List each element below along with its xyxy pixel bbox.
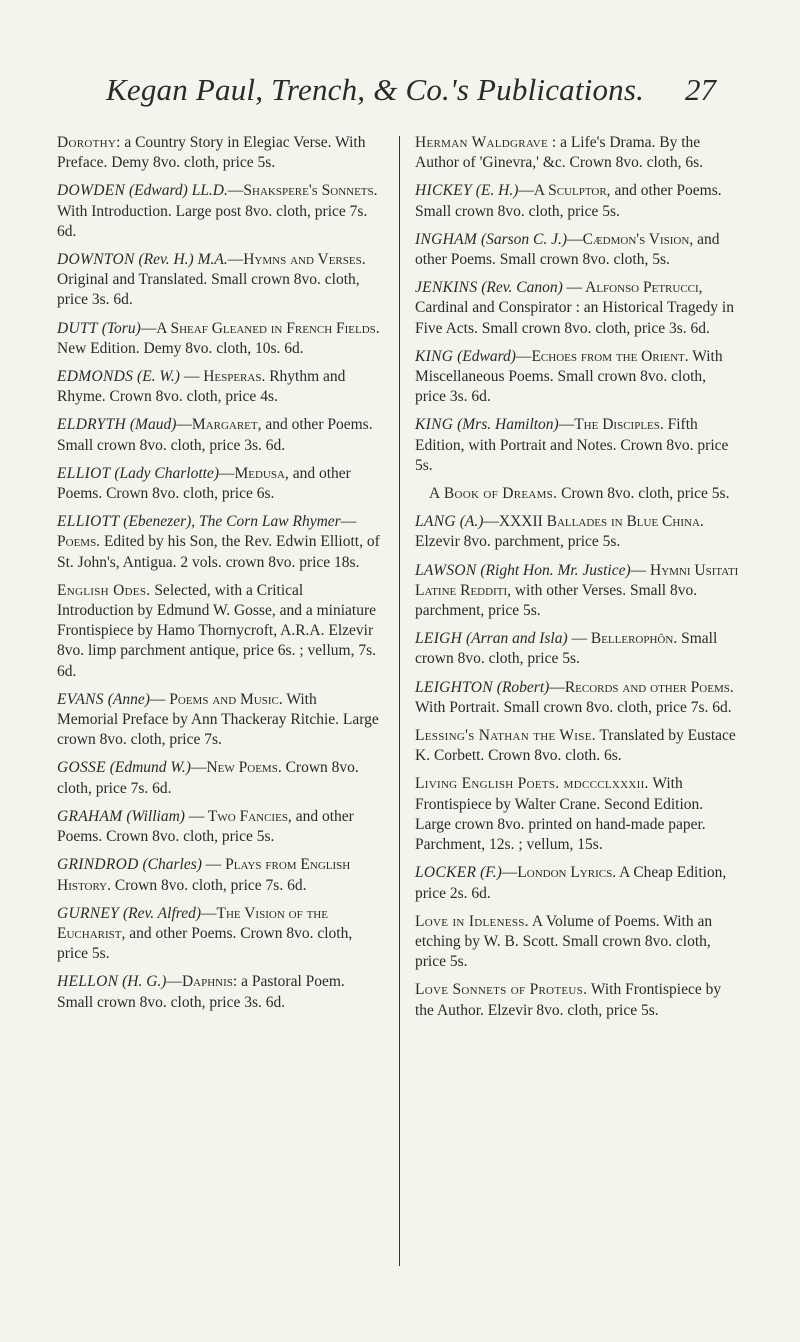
entry-description: : a Life's Drama. By the Author of 'Ginevra,' &c. Crown 8vo. cloth, 6s. (415, 134, 703, 172)
entry-author: GRINDROD (57, 856, 139, 874)
entry-author-detail: (Edmund W.) (109, 759, 191, 777)
entry-author: LEIGHTON (415, 678, 493, 696)
entry-author: LEIGH (415, 630, 463, 648)
page-header (106, 72, 716, 120)
catalogue-entry (57, 367, 381, 407)
catalogue-entry (415, 678, 739, 718)
catalogue-entry (57, 807, 381, 847)
page-number: 27 (685, 72, 716, 107)
entry-description: and other Poems. Small crown 8vo. cloth, price 5s. (415, 182, 722, 220)
entry-description: With Frontispiece by Walter Crane. Second Edition. Large crown 8vo. printed on hand-made paper. Parchment, 12s. ; vellum, 15s. (415, 775, 706, 854)
entry-author: HELLON (57, 973, 119, 991)
entry-title: —Margaret, (176, 416, 262, 434)
entry-title: —A Sculptor, (518, 182, 611, 200)
catalogue-entry (415, 347, 739, 408)
catalogue-entry (57, 250, 381, 311)
entry-title: — Hesperas. (179, 368, 266, 386)
catalogue-entry (415, 278, 739, 339)
entry-author: GOSSE (57, 759, 106, 777)
entry-author-detail: (Right Hon. Mr. Justice) (480, 561, 631, 579)
entry-description: With Memorial Preface by Ann Thackeray Ritchie. Large crown 8vo. cloth, price 7s. (57, 690, 379, 749)
column-divider (399, 136, 400, 1266)
entry-author-detail: (E. W.) (137, 368, 180, 386)
entry-author-detail: (Ebenezer), The Corn Law Rhymer (123, 513, 341, 531)
entry-description: Rhythm and Rhyme. Crown 8vo. cloth, price 4s. (57, 368, 346, 406)
entry-author: ELLIOT (57, 464, 111, 482)
entry-author-detail: (Edward) (457, 347, 516, 365)
catalogue-entry (415, 912, 739, 973)
entry-title: —Poems. (57, 513, 357, 551)
entry-title: —Daphnis: (166, 973, 238, 991)
entry-description: With Frontispiece by the Author. Elzevir 8vo. cloth, price 5s. (415, 981, 722, 1019)
entry-author-detail: (Robert) (496, 678, 550, 696)
entry-author-detail: (Charles) (142, 856, 202, 874)
entry-author: ELDRYTH (57, 416, 127, 434)
entry-author-detail: (Rev. H.) M.A. (138, 251, 228, 269)
entry-title: : a Country Story in Elegiac Verse. With Preface. Demy 8vo. cloth, price 5s. (57, 134, 366, 172)
entry-title: —The Disciples. (558, 416, 664, 434)
catalogue-entry (415, 980, 739, 1020)
catalogue-entry (57, 415, 381, 455)
entry-title: — Alfonso Petrucci, (562, 279, 703, 297)
entry-description: and other Poems. Crown 8vo. cloth, price 6s. (57, 464, 351, 503)
catalogue-entry (415, 181, 739, 221)
catalogue-entry (415, 726, 739, 766)
entry-author: A Book of Dreams. (429, 485, 558, 503)
catalogue-entry (415, 629, 739, 669)
catalogue-entry (57, 972, 381, 1012)
entry-author-detail: (H. G.) (122, 973, 167, 991)
entry-title: —Cædmon's Vision, (567, 230, 694, 248)
entry-author-detail: (E. H.) (475, 182, 519, 200)
entry-author-detail: (Lady Charlotte) (114, 464, 219, 482)
entry-description: Crown 8vo. cloth, price 5s. (557, 485, 730, 503)
entry-description: a Pastoral Poem. Small crown 8vo. cloth, price 3s. 6d. (57, 973, 345, 1011)
entry-author-detail: (William) (126, 807, 185, 825)
entry-author: EDMONDS (57, 368, 134, 386)
catalogue-entry (415, 561, 739, 622)
catalogue-entry (57, 758, 381, 798)
catalogue-entry (415, 415, 739, 476)
entry-author-detail: (A.) (459, 513, 484, 531)
entry-title: —New Poems. (190, 759, 282, 777)
catalogue-entry (57, 464, 381, 504)
entry-author: Dorothy (57, 134, 117, 151)
entry-description: and other Poems. Small crown 8vo. cloth, 5s. (415, 230, 720, 269)
entry-author-detail: (Edward) LL.D. (128, 182, 228, 200)
entry-author: KING (415, 347, 454, 365)
entry-author: JENKINS (415, 279, 478, 297)
entry-title: —Medusa, (218, 464, 289, 482)
entry-description: Cardinal and Conspirator : an Historical Tragedy in Five Acts. Small crown 8vo. cloth, price 3s. 6d. (415, 299, 734, 337)
entry-author: LAWSON (415, 561, 477, 579)
entry-description: With Miscellaneous Poems. Small crown 8vo. cloth, price 3s. 6d. (415, 347, 723, 406)
entry-author: DUTT (57, 319, 98, 337)
entry-title: —Shakspere's Sonnets. (227, 182, 378, 200)
entry-author: Lessing's Nathan the Wise. (415, 727, 596, 745)
catalogue-entry (415, 863, 739, 903)
right-column (415, 133, 739, 1029)
entry-author-detail: (Toru) (101, 319, 141, 337)
catalogue-entry (57, 690, 381, 751)
entry-author-detail: (Maud) (129, 416, 177, 434)
entry-title: —London Lyrics. (501, 864, 617, 882)
catalogue-entry (57, 855, 381, 895)
entry-description: With Introduction. Large post 8vo. cloth, price 7s. 6d. (57, 202, 368, 240)
catalogue-entry (57, 133, 381, 173)
entry-description: Selected, with a Critical Introduction by Edmund W. Gosse, and a miniature Frontispiece by Hamo Thornycroft, A.R.A. Elzevir 8vo. limp parchment antique, price 6s. ; vellum, 7s. 6d. (57, 581, 376, 680)
entry-description: Edited by his Son, the Rev. Edwin Elliott, of St. John's, Antigua. 2 vols. crown 8vo. price 18s. (57, 533, 380, 571)
catalogue-entry (415, 512, 739, 552)
entry-author: ELLIOTT (57, 513, 120, 531)
entry-title: — Plays from English History. (57, 856, 351, 894)
entry-author: DOWNTON (57, 251, 135, 269)
entry-author: Herman Waldgrave (415, 134, 549, 151)
entry-title: —The Vision of the Eucharist, (57, 904, 328, 942)
catalogue-entry (415, 774, 739, 855)
entry-description: Small crown 8vo. cloth, price 5s. (415, 630, 718, 668)
entry-author: EVANS (57, 690, 104, 708)
entry-description: Original and Translated. Small crown 8vo. cloth, price 3s. 6d. (57, 271, 360, 309)
catalogue-entry (57, 512, 381, 573)
entry-description: with other Verses. Small 8vo. parchment, price 5s. (415, 581, 698, 620)
entry-description: With Portrait. Small crown 8vo. cloth, price 7s. 6d. (415, 698, 732, 716)
entry-description: A Volume of Poems. With an etching by W. B. Scott. Small crown 8vo. cloth, price 5s. (415, 912, 713, 971)
entry-author: Love Sonnets of Proteus. (415, 981, 588, 999)
entry-description: and other Poems. Crown 8vo. cloth, price 5s. (57, 924, 353, 963)
entry-description: Crown 8vo. cloth, price 7s. 6d. (57, 759, 359, 797)
entry-description: Crown 8vo. cloth, price 7s. 6d. (111, 876, 307, 894)
entry-title: — Hymni Usitati Latine Redditi, (415, 561, 739, 599)
entry-title: —XXXII Ballades in Blue China. (483, 513, 704, 531)
entry-author-detail: (Sarson C. J.) (480, 230, 568, 248)
entry-author-detail: (Mrs. Hamilton) (457, 416, 559, 434)
entry-author: GRAHAM (57, 807, 123, 825)
entry-author: KING (415, 416, 454, 434)
entry-author: DOWDEN (57, 182, 126, 200)
entry-author: INGHAM (415, 230, 478, 248)
entry-author-detail: (Arran and Isla) (466, 630, 568, 648)
entry-author: GURNEY (57, 904, 120, 922)
catalogue-entry (415, 230, 739, 270)
entry-description: Translated by Eustace K. Corbett. Crown 8vo. cloth. 6s. (415, 727, 736, 765)
entry-title: — Poems and Music. (149, 690, 283, 708)
running-title: Kegan Paul, Trench, & Co.'s Publications. (106, 72, 645, 107)
catalogue-entry (415, 133, 739, 173)
entry-author: LOCKER (415, 864, 477, 882)
entry-title: —Hymns and Verses. (227, 251, 366, 269)
entry-description: New Edition. Demy 8vo. cloth, 10s. 6d. (57, 339, 304, 357)
left-column (57, 133, 381, 1021)
catalogue-entry (57, 904, 381, 965)
entry-title: — Bellerophôn. (567, 630, 678, 648)
catalogue-entry (57, 581, 381, 682)
entry-author: HICKEY (415, 182, 472, 200)
catalogue-entry (415, 484, 739, 504)
entry-author: English Odes. (57, 581, 151, 599)
catalogue-entry (57, 319, 381, 359)
entry-description: and other Poems. Crown 8vo. cloth, price 5s. (57, 807, 354, 846)
catalogue-entry (57, 181, 381, 242)
entry-title: — Two Fancies, (184, 807, 292, 825)
entry-author-detail: (Anne) (107, 690, 150, 708)
entry-author-detail: (F.) (480, 864, 502, 882)
entry-author-detail: (Rev. Canon) (481, 279, 563, 297)
entry-author: Living English Poets. mdccclxxxii. (415, 775, 649, 793)
entry-author: Love in Idleness. (415, 912, 529, 930)
entry-description: A Cheap Edition, price 2s. 6d. (415, 864, 727, 902)
entry-title: —Records and other Poems. (549, 678, 734, 696)
entry-description: Elzevir 8vo. parchment, price 5s. (415, 533, 621, 551)
entry-description: Fifth Edition, with Portrait and Notes. Crown 8vo. price 5s. (415, 416, 729, 474)
entry-title: —Echoes from the Orient. (515, 347, 689, 365)
entry-title: —A Sheaf Gleaned in French Fields. (140, 319, 380, 337)
entry-author-detail: (Rev. Alfred) (122, 904, 202, 922)
entry-author: LANG (415, 513, 456, 531)
entry-description: and other Poems. Small crown 8vo. cloth, price 3s. 6d. (57, 416, 373, 454)
